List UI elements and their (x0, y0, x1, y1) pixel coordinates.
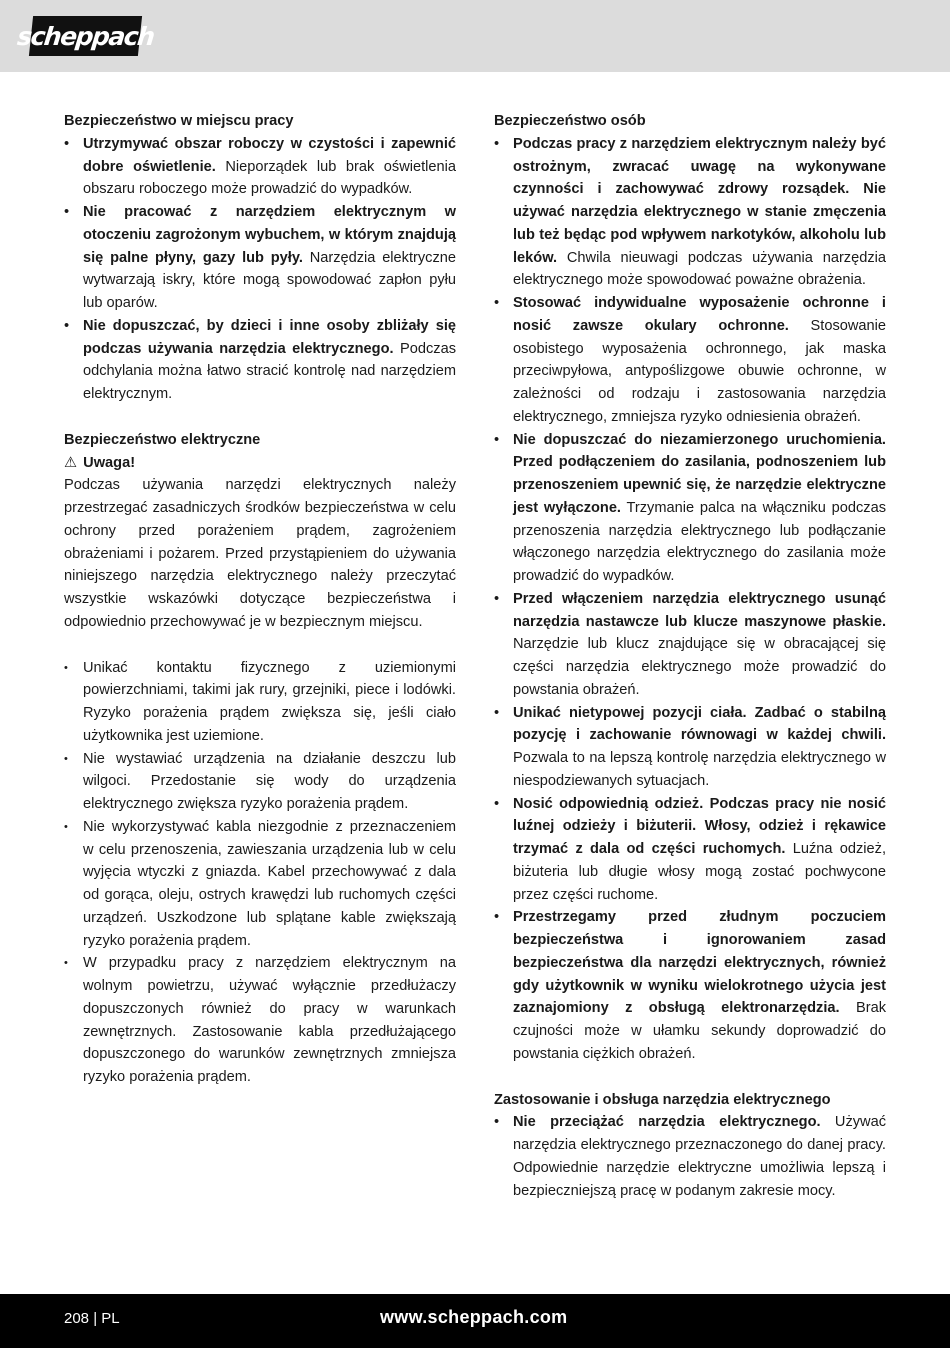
list-item: • Nie wykorzystywać kabla niezgodnie z przeznaczeniem w celu przenoszenia, zawieszania urządzenia lub w celu wyjęcia wtyczki z gniazda. Kabel przechowywać z dala od gorąca, oleju, ostrych krawędzi lub ruchomych części urządzeń. Uszkodzone lub splątane kable zwiększają ryzyko porażenia prądem. (64, 816, 456, 953)
workplace-list (64, 133, 456, 406)
usage-list (494, 1111, 886, 1202)
warning-triangle-icon: ⚠ (64, 454, 78, 471)
logo-text: scheppach (15, 21, 156, 51)
right-column (494, 110, 886, 1202)
warning-label: Uwaga! (83, 454, 136, 471)
list-item: • Unikać nietypowej pozycji ciała. Zadbać o stabilną pozycję i zachowanie równowagi w każdej chwili. Pozwala to na lepszą kontrolę narzędzia elektrycznego w niespodziewanych sytuacjach. (494, 702, 886, 793)
list-item: • Nie dopuszczać do niezamierzonego uruchomienia. Przed podłączeniem do zasilania, podnoszeniem lub przenoszeniem upewnić się, że narzędzie elektryczne jest wyłączone. Trzymanie palca na włączniku podczas przenoszenia narzędzia elektrycznego lub podłączanie włączonego narzędzia elektrycznego do zasilania może prowadzić do wypadków. (494, 429, 886, 588)
section-title-personal: Bezpieczeństwo osób (494, 113, 646, 129)
list-item: • Przed włączeniem narzędzia elektrycznego usunąć narzędzia nastawcze lub klucze maszynowe płaskie. Narzędzie lub klucz znajdujące się w obracającej się części narzędzia elektrycznego może prowadzić do powstania obrażeń. (494, 588, 886, 702)
list-item: • Nie dopuszczać, by dzieci i inne osoby zbliżały się podczas używania narzędzia elektrycznego. Podczas odchylania można łatwo stracić kontrolę nad narzędziem elektrycznym. (64, 315, 456, 406)
warning-line (64, 452, 456, 475)
page-number: 208 | PL (64, 1310, 120, 1327)
footer-bar (0, 1294, 950, 1348)
list-item: • Nie pracować z narzędziem elektrycznym w otoczeniu zagrożonym wybuchem, w którym znajdują się palne płyny, gazy lub pyły. Narzędzia elektryczne wytwarzają iskry, które mogą spowodować zapłon pyłu lub oparów. (64, 201, 456, 315)
list-item: • Nie wystawiać urządzenia na działanie deszczu lub wilgoci. Przedostanie się wody do urządzenia elektrycznego zwiększa ryzyko porażenia prądem. (64, 748, 456, 816)
list-item: • Stosować indywidualne wyposażenie ochronne i nosić zawsze okulary ochronne. Stosowanie osobistego wyposażenia ochronnego, jak maska przeciwpyłowa, antypoślizgowe obuwie ochronne, w zależności od rodzaju i zastosowania narzędzia elektrycznego, zmniejsza ryzyko odniesienia obrażeń. (494, 292, 886, 429)
electrical-paragraph: Podczas używania narzędzi elektrycznych należy przestrzegać zasadniczych środków bezpieczeństwa w celu ochrony przed porażeniem prądem, zagrożeniem obrażeniami i pożarem. Przed przystąpieniem do używania niniejszego narzędzia elektrycznego należy przeczytać wszystkie wskazówki dotyczące bezpieczeństwa i odpowiednio przechowywać je w bezpiecznym miejscu. (64, 477, 456, 630)
list-item: • Utrzymywać obszar roboczy w czystości i zapewnić dobre oświetlenie. Nieporządek lub brak oświetlenia obszaru roboczego może prowadzić do wypadków. (64, 133, 456, 201)
electrical-list (64, 657, 456, 1089)
section-title-usage: Zastosowanie i obsługa narzędzia elektrycznego (494, 1091, 831, 1108)
brand-logo (15, 16, 156, 56)
personal-list (494, 133, 886, 1066)
section-title-workplace: Bezpieczeństwo w miejscu pracy (64, 113, 294, 129)
website-link[interactable]: www.scheppach.com (380, 1307, 568, 1327)
list-item: • Nie przeciążać narzędzia elektrycznego. Używać narzędzia elektrycznego przeznaczonego do danej pracy. Odpowiednie narzędzie elektryczne umożliwia lepszą i bezpieczniejszą pracę w podanym zakresie mocy. (494, 1111, 886, 1202)
list-item: • W przypadku pracy z narzędziem elektrycznym na wolnym powietrzu, używać wyłącznie przedłużaczy dopuszczonych również do pracy w warunkach zewnętrznych. Zastosowanie kabla przedłużającego dopuszczonego do warunków zewnętrznych zmniejsza ryzyko porażenia prądem. (64, 952, 456, 1089)
left-column (64, 110, 456, 1089)
header-band (0, 0, 950, 72)
list-item: • Nosić odpowiednią odzież. Podczas pracy nie nosić luźnej odzieży i biżuterii. Włosy, odzież i rękawice trzymać z dala od części ruchomych. Luźna odzież, biżuteria lub długie włosy mogą zostać pochwycone przez części ruchome. (494, 793, 886, 907)
list-item: • Przestrzegamy przed złudnym poczuciem bezpieczeństwa i ignorowaniem zasad bezpieczeństwa dla narzędzi elektrycznych, również gdy użytkownik w wyniku wielokrotnego użycia jest zaznajomiony z obsługą elektronarzędzia. Brak czujności może w ułamku sekundy doprowadzić do powstania ciężkich obrażeń. (494, 906, 886, 1065)
list-item: • Unikać kontaktu fizycznego z uziemionymi powierzchniami, takimi jak rury, grzejniki, piece i lodówki. Ryzyko porażenia prądem zwiększa się, jeśli ciało użytkownika jest uziemione. (64, 657, 456, 748)
section-title-electrical: Bezpieczeństwo elektryczne (64, 431, 261, 448)
list-item: • Podczas pracy z narzędziem elektrycznym należy być ostrożnym, zwracać uwagę na wykonywane czynności i zachowywać zdrowy rozsądek. Nie używać narzędzia elektrycznego w stanie zmęczenia lub też będąc pod wpływem narkotyków, alkoholu lub leków. Chwila nieuwagi podczas używania narzędzia elektrycznego może spowodować poważne obrażenia. (494, 133, 886, 292)
